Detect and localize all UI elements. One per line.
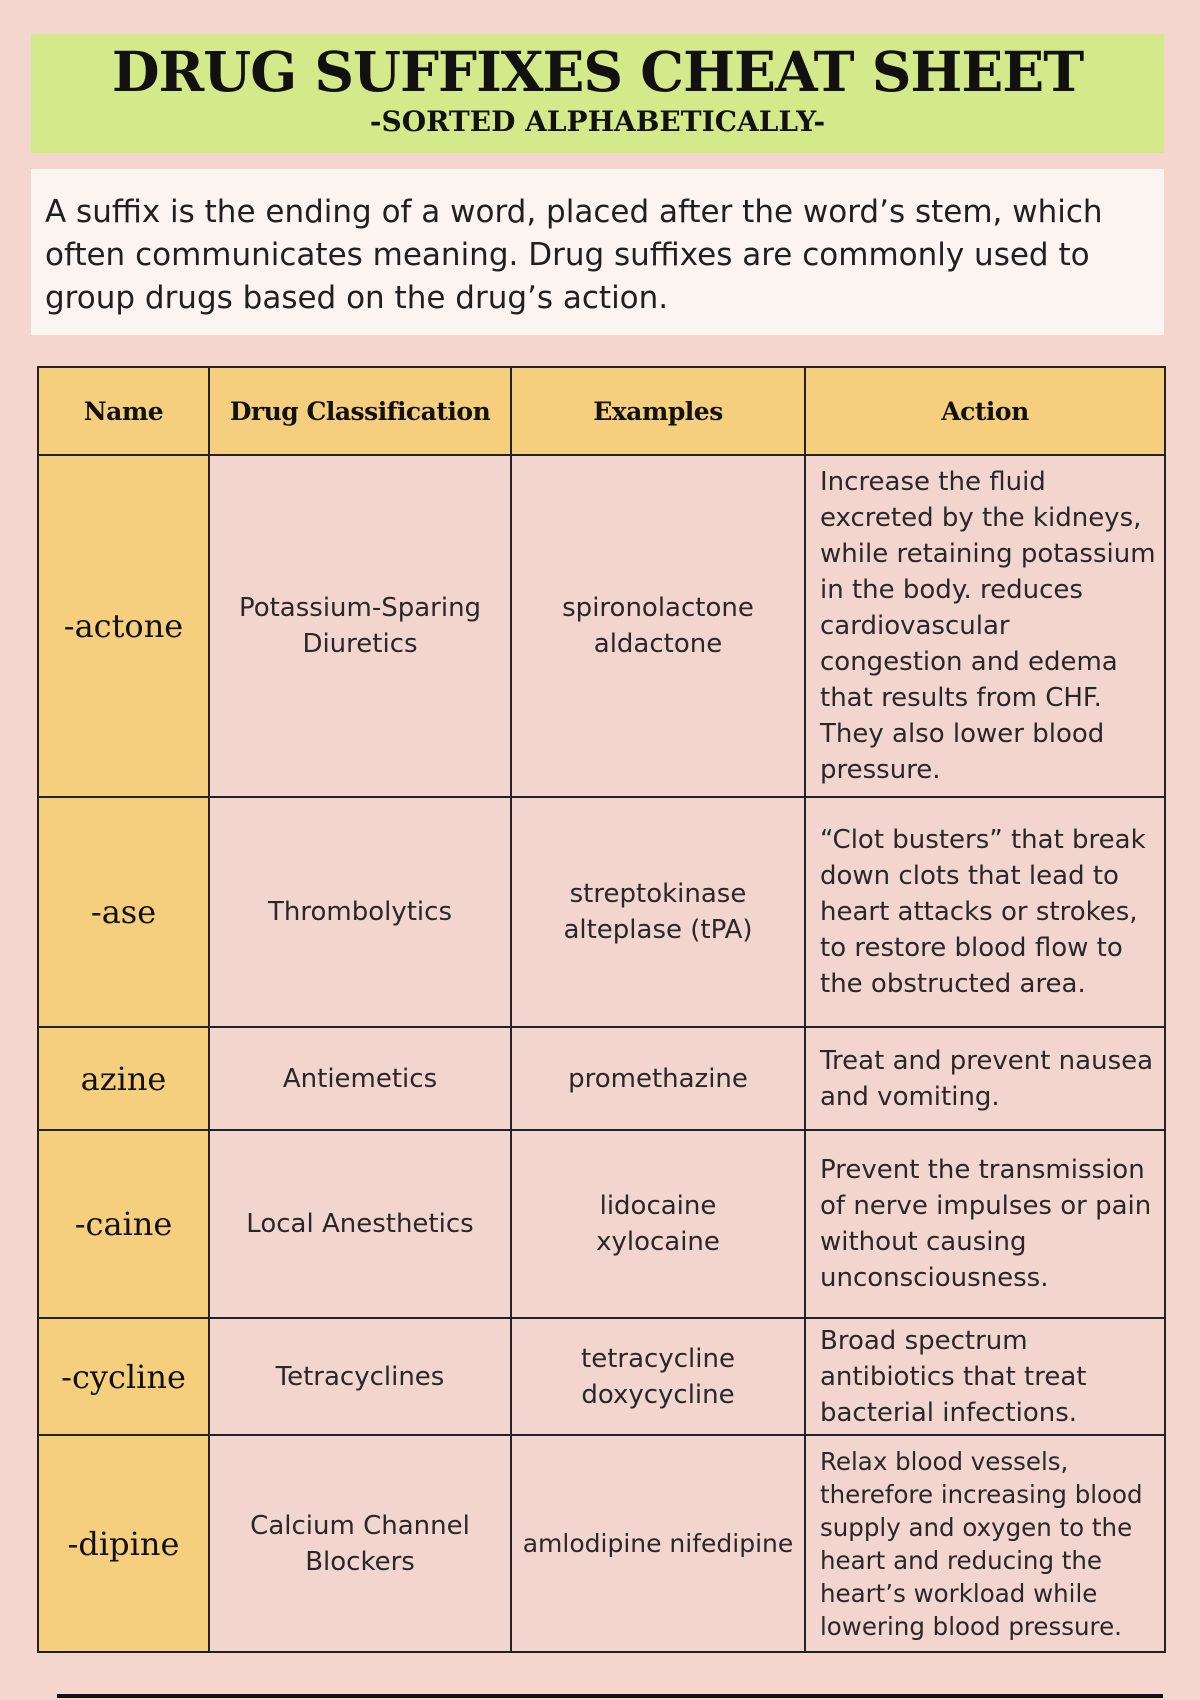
- drug-action: Prevent the transmission of nerve impulses or pain without causing unconsciousness.: [805, 1130, 1165, 1318]
- suffix-name: -dipine: [38, 1435, 209, 1652]
- drug-classification: Thrombolytics: [209, 797, 511, 1027]
- table-row: [38, 1318, 1165, 1435]
- table-header-row: [38, 367, 1165, 455]
- table-row: [38, 797, 1165, 1027]
- drug-classification: Local Anesthetics: [209, 1130, 511, 1318]
- drug-classification: Antiemetics: [209, 1027, 511, 1130]
- drug-classification: Tetracyclines: [209, 1318, 511, 1435]
- table-row: [38, 455, 1165, 797]
- drug-examples: promethazine: [511, 1027, 805, 1130]
- drug-action: Treat and prevent nausea and vomiting.: [805, 1027, 1165, 1130]
- column-header-action: Action: [805, 367, 1165, 455]
- drug-action: “Clot busters” that break down clots that lead to heart attacks or strokes, to restore blood flow to the obstructed area.: [805, 797, 1165, 1027]
- suffix-name: azine: [38, 1027, 209, 1130]
- drug-suffix-table: [37, 366, 1166, 1653]
- suffix-name: -ase: [38, 797, 209, 1027]
- bottom-divider: [57, 1694, 1163, 1698]
- suffix-name: -cycline: [38, 1318, 209, 1435]
- drug-action: Relax blood vessels, therefore increasing blood supply and oxygen to the heart and reducing the heart’s workload while lowering blood pressure.: [805, 1435, 1165, 1652]
- intro-text: A suffix is the ending of a word, placed after the word’s stem, which often communicates meaning. Drug suffixes are commonly used to group drugs based on the drug’s action.: [31, 169, 1164, 335]
- table-body: [38, 455, 1165, 1652]
- drug-examples: streptokinase alteplase (tPA): [511, 797, 805, 1027]
- table-row: [38, 1027, 1165, 1130]
- column-header-examples: Examples: [511, 367, 805, 455]
- table-row: [38, 1130, 1165, 1318]
- column-header-drug-classification: Drug Classification: [209, 367, 511, 455]
- drug-examples: lidocaine xylocaine: [511, 1130, 805, 1318]
- page-subtitle: -SORTED ALPHABETICALLY-: [369, 104, 826, 138]
- page-title: DRUG SUFFIXES CHEAT SHEET: [111, 39, 1084, 104]
- table-row: [38, 1435, 1165, 1652]
- drug-action: Increase the fluid excreted by the kidneys, while retaining potassium in the body. reduces cardiovascular congestion and edema that results from CHF. They also lower blood pressure.: [805, 455, 1165, 797]
- drug-examples: tetracycline doxycycline: [511, 1318, 805, 1435]
- column-header-name: Name: [38, 367, 209, 455]
- table-header: [38, 367, 1165, 455]
- suffix-name: -actone: [38, 455, 209, 797]
- drug-classification: Calcium Channel Blockers: [209, 1435, 511, 1652]
- drug-examples: spironolactone aldactone: [511, 455, 805, 797]
- suffix-name: -caine: [38, 1130, 209, 1318]
- drug-classification: Potassium-Sparing Diuretics: [209, 455, 511, 797]
- title-banner: [31, 34, 1164, 153]
- drug-examples: amlodipine nifedipine: [511, 1435, 805, 1652]
- drug-action: Broad spectrum antibiotics that treat bacterial infections.: [805, 1318, 1165, 1435]
